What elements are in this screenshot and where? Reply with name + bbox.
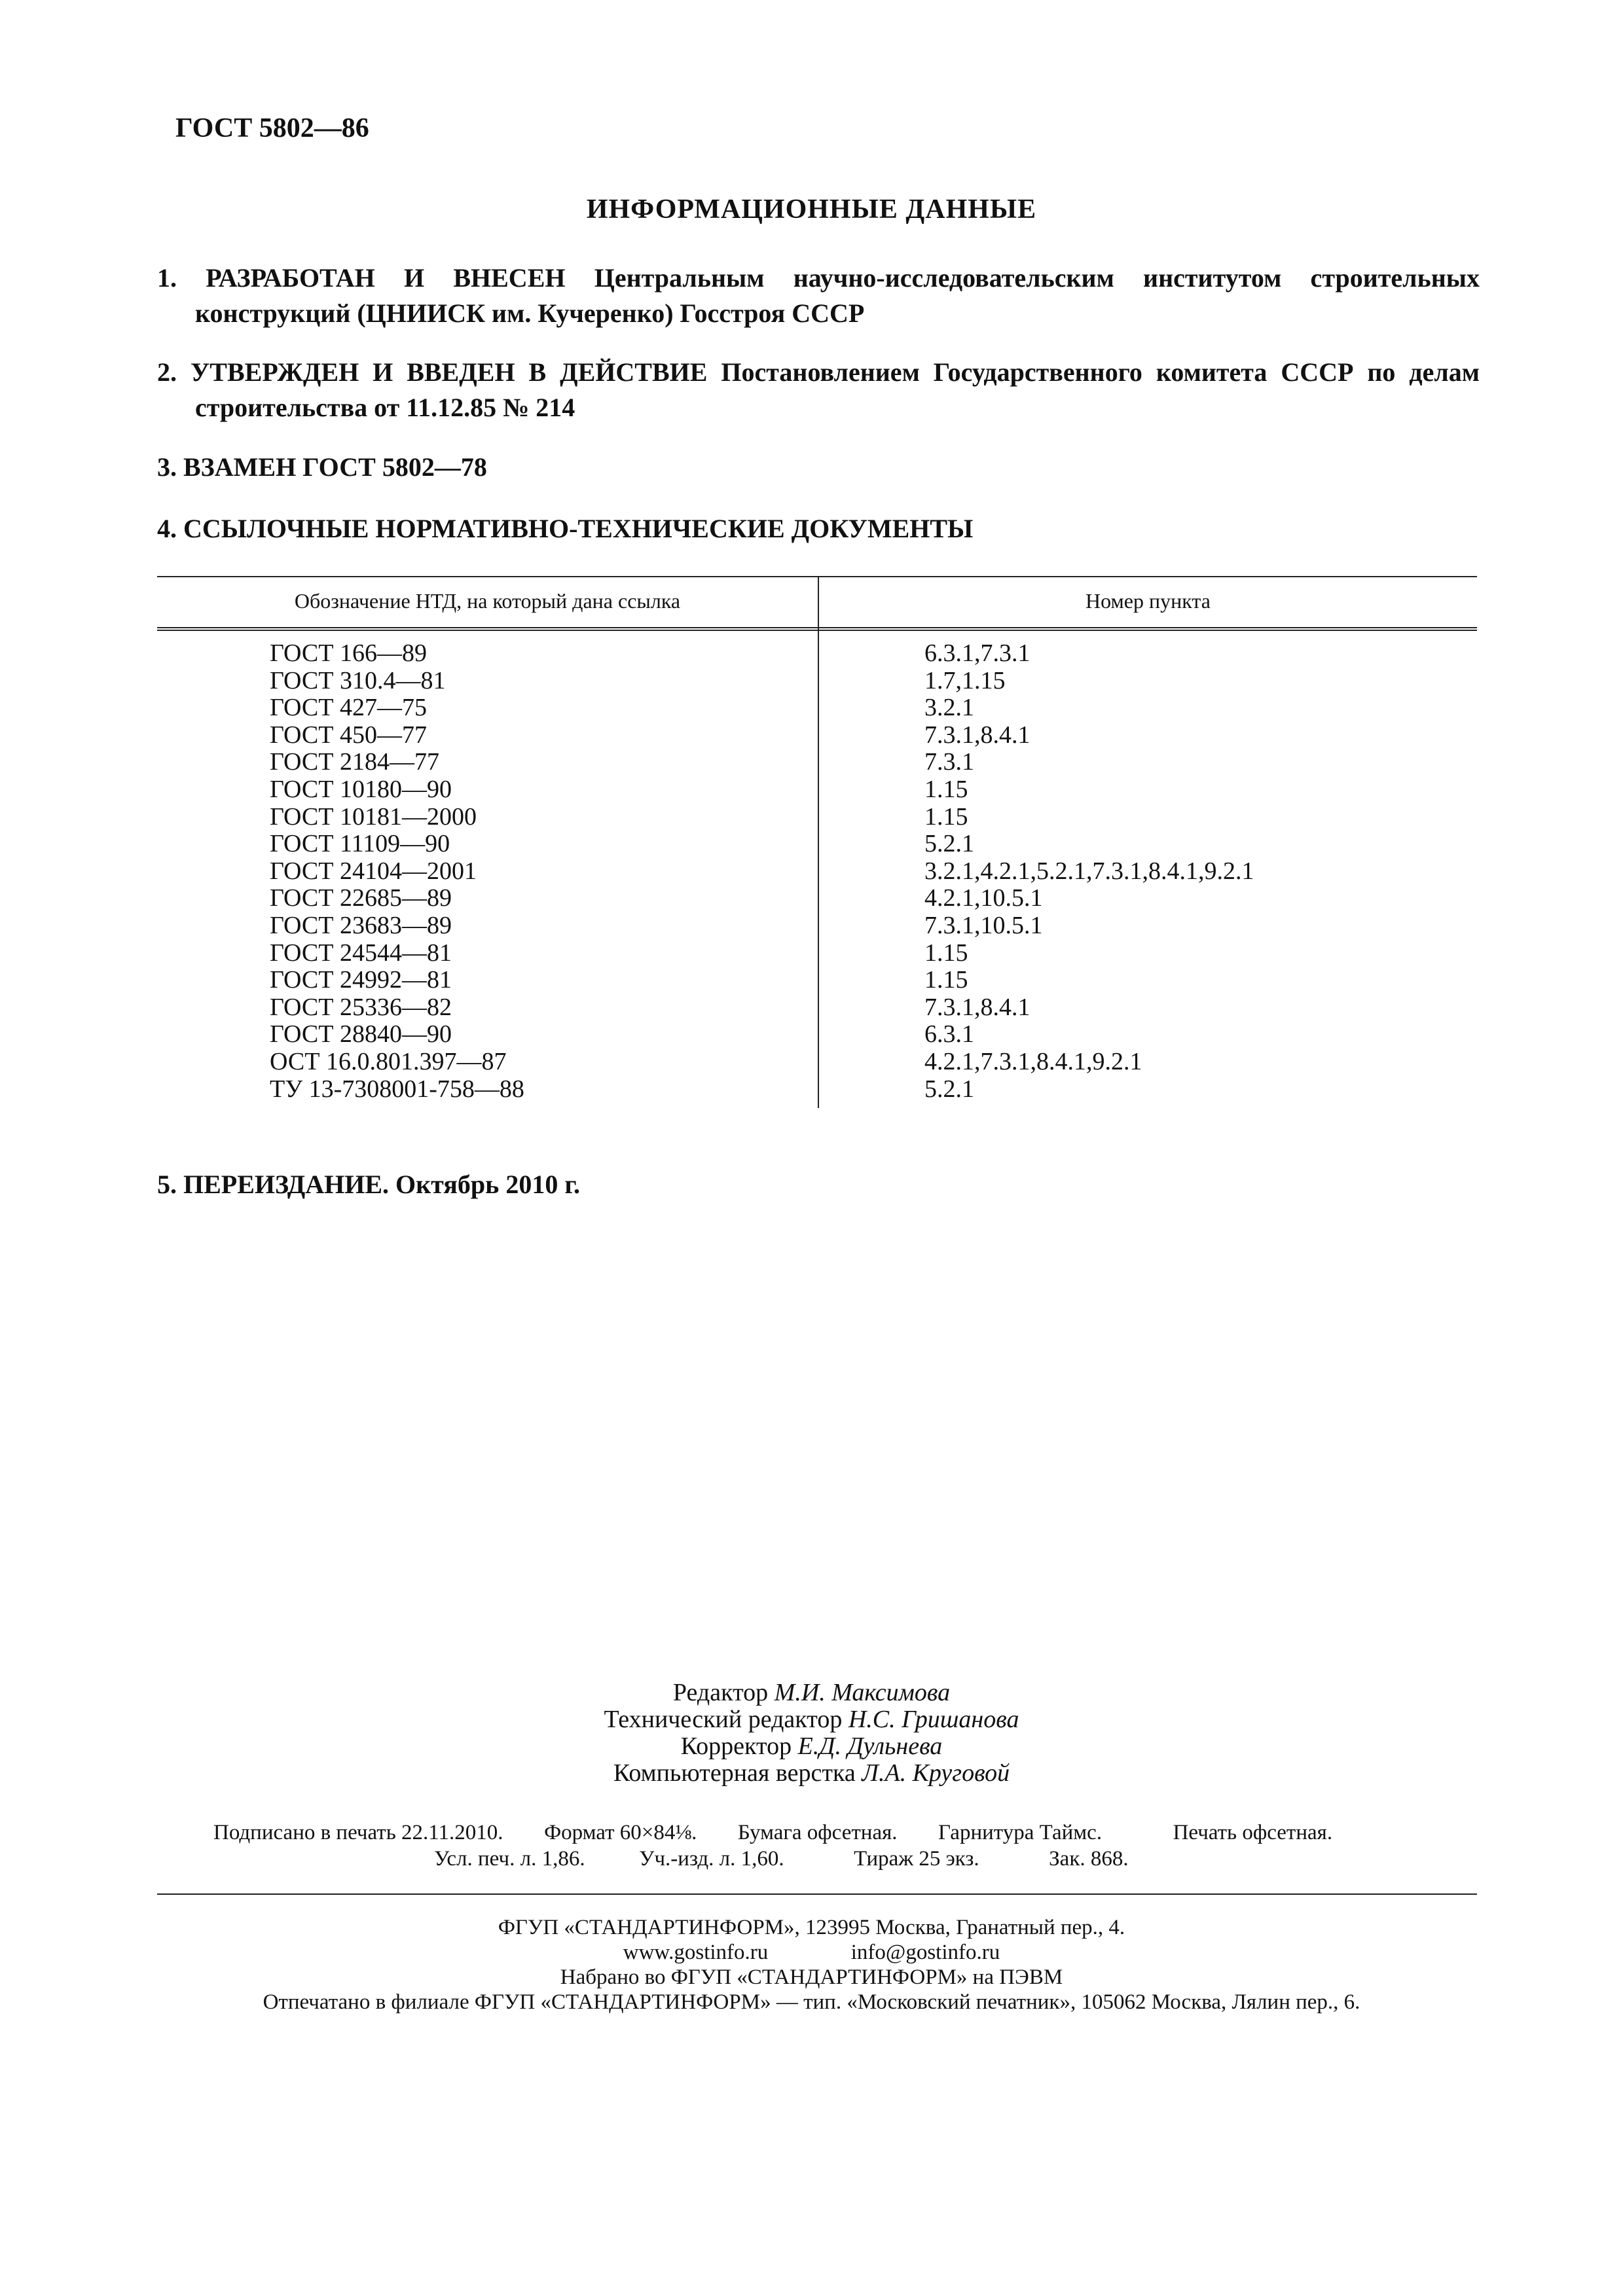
credit-person: М.И. Максимова [774, 1679, 951, 1706]
credit-tech-editor [0, 1706, 1623, 1733]
table-document-column: ГОСТ 166—89 ГОСТ 310.4—81 ГОСТ 427—75 ГОСТ 450—77 ГОСТ 2184—77 ГОСТ 10180—90 ГОСТ 10181—2000 ГОСТ 11109—90 ГОСТ 24104—2001 ГОСТ 22685—89 ГОСТ 23683—89 ГОСТ 24544—81 ГОСТ 24992—81 ГОСТ 25336—82 ГОСТ 28840—90 ОСТ 16.0.801.397—87 ТУ 13-7308001-758—88 [270, 639, 524, 1103]
footer-block [0, 1915, 1623, 2015]
item-text: Центральным научно-исследовательским институтом строительных конструкций (ЦНИИСК им. Кучеренко) Госстроя СССР [195, 263, 1480, 328]
credit-proofreader [0, 1733, 1623, 1760]
footer-typeset: Набрано во ФГУП «СТАНДАРТИНФОРМ» на ПЭВМ [560, 1965, 1063, 1989]
table-top-rule [157, 576, 1477, 577]
table-column-divider [818, 576, 819, 1108]
info-item-2 [157, 355, 1480, 425]
credit-person: Е.Д. Дульнева [797, 1732, 943, 1760]
table-header-document: Обозначение НТД, на который дана ссылка [294, 589, 681, 613]
footer-contacts [0, 1940, 1623, 1965]
print-order: Зак. 868. [1049, 1847, 1129, 1871]
item-number: 1. [157, 263, 177, 293]
item-lead: ВЗАМЕН ГОСТ 5802—78 [183, 452, 487, 482]
credit-editor [0, 1679, 1623, 1706]
print-typeface: Гарнитура Таймс. [938, 1821, 1103, 1844]
print-format: Формат 60×84⅛. [544, 1821, 697, 1844]
item-number: 5. [157, 1170, 177, 1199]
print-edition-sheets: Уч.-изд. л. 1,60. [639, 1847, 784, 1871]
item-lead: РАЗРАБОТАН И ВНЕСЕН [206, 263, 566, 293]
item-lead: УТВЕРЖДЕН И ВВЕДЕН В ДЕЙСТВИЕ [190, 357, 708, 387]
credit-person: Н.С. Гришанова [848, 1706, 1019, 1733]
credit-person: Л.А. Круговой [862, 1759, 1010, 1787]
table-clause-column: 6.3.1,7.3.1 1.7,1.15 3.2.1 7.3.1,8.4.1 7.3.1 1.15 1.15 5.2.1 3.2.1,4.2.1,5.2.1,7.3.1,8.4.1,9.2.1 4.2.1,10.5.1 7.3.1,10.5.1 1.15 1.15 7.3.1,8.4.1 6.3.1 4.2.1,7.3.1,8.4.1,9.2.1 5.2.1 [924, 639, 1254, 1103]
item-lead: ПЕРЕИЗДАНИЕ. Октябрь 2010 г. [183, 1170, 580, 1199]
print-sheets: Усл. печ. л. 1,86. [434, 1847, 585, 1871]
credit-layout [0, 1760, 1623, 1787]
footer-publisher: ФГУП «СТАНДАРТИНФОРМ», 123995 Москва, Гранатный пер., 4. [498, 1916, 1125, 1939]
footer-printed: Отпечатано в филиале ФГУП «СТАНДАРТИНФОРМ» — тип. «Московский печатник», 105062 Москва, Лялин пер., 6. [263, 1990, 1360, 2014]
info-item-5 [157, 1167, 1480, 1202]
info-item-3 [157, 450, 1480, 485]
info-item-1 [157, 260, 1480, 331]
credits-block [0, 1679, 1623, 1787]
footer-website: www.gostinfo.ru [623, 1941, 769, 1964]
table-header-rule [157, 627, 1477, 631]
footer-divider [157, 1893, 1477, 1895]
footer-email: info@gostinfo.ru [850, 1941, 1000, 1964]
item-text: Постановлением Государственного комитета СССР по делам строительства от 11.12.85 № 214 [195, 357, 1480, 422]
section-title: ИНФОРМАЦИОННЫЕ ДАННЫЕ [586, 194, 1037, 224]
item-number: 3. [157, 452, 177, 482]
table-header-clause: Номер пункта [1085, 589, 1211, 613]
print-run: Тираж 25 экз. [854, 1847, 979, 1871]
item-lead: ССЫЛОЧНЫЕ НОРМАТИВНО-ТЕХНИЧЕСКИЕ ДОКУМЕНТЫ [183, 514, 974, 543]
item-number: 2. [157, 357, 177, 387]
print-paper: Бумага офсетная. [737, 1821, 898, 1844]
print-info-line-1 [213, 1821, 1332, 1845]
credit-role: Технический редактор [604, 1706, 843, 1733]
credit-role: Компьютерная верстка [613, 1759, 856, 1787]
credit-role: Редактор [672, 1679, 769, 1706]
print-method: Печать офсетная. [1173, 1821, 1333, 1844]
document-code: ГОСТ 5802—86 [175, 113, 369, 143]
item-number: 4. [157, 514, 177, 543]
print-info-line-2 [434, 1847, 1129, 1871]
credit-role: Корректор [680, 1732, 792, 1760]
print-signed: Подписано в печать 22.11.2010. [213, 1821, 503, 1844]
info-item-4 [157, 511, 1480, 547]
